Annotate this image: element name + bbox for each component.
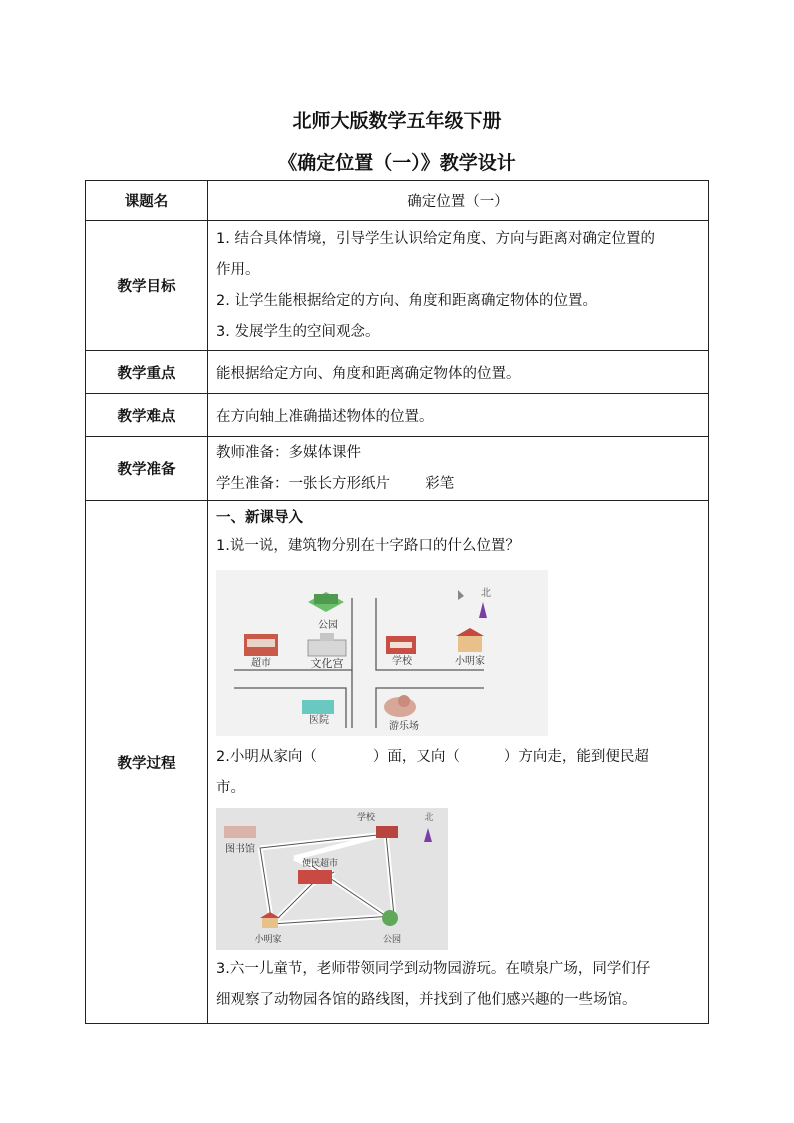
culture-palace-building-icon — [308, 633, 346, 656]
goal-line: 2. 让学生能根据给定的方向、角度和距离确定物体的位置。 — [216, 292, 597, 309]
prep-student: 学生准备：一张长方形纸片 — [216, 475, 390, 492]
library-building-icon — [224, 826, 256, 838]
question-2: 2.小明从家向（ ）面，又向（ ）方向走，能到便民超 — [216, 749, 649, 765]
map2-north-label: 北 — [424, 813, 434, 823]
north-arrow-2-icon — [424, 828, 432, 842]
label-prep: 教学准备 — [86, 437, 208, 501]
map1-culture-label: 文化宫 — [310, 657, 344, 670]
amusement-park-icon — [384, 695, 416, 717]
row-topic — [86, 181, 709, 221]
doc-subtitle: 《确定位置（一）》教学设计 — [278, 152, 516, 174]
question-3: 3.六一儿童节，老师带领同学到动物园游玩。在喷泉广场，同学们仔 — [216, 961, 651, 977]
row-process — [86, 501, 709, 1024]
label-topic: 课题名 — [86, 181, 208, 221]
goal-line: 3. 发展学生的空间观念。 — [216, 323, 380, 340]
prep-student-extra: 彩笔 — [425, 475, 455, 492]
park2-icon — [382, 910, 398, 926]
label-goals: 教学目标 — [86, 221, 208, 351]
question-1: 1.说一说，建筑物分别在十字路口的什么位置？ — [216, 538, 520, 554]
row-prep — [86, 437, 709, 501]
cursor-icon — [458, 590, 464, 600]
map1-north-label: 北 — [481, 588, 491, 599]
value-key: 能根据给定方向、角度和距离确定物体的位置。 — [208, 351, 709, 394]
question-3-cont: 细观察了动物园各馆的路线图，并找到了他们感兴趣的一些场馆。 — [216, 992, 637, 1008]
crossroad-map — [216, 570, 548, 736]
label-difficult: 教学难点 — [86, 394, 208, 437]
map1-hospital-label: 医院 — [309, 715, 329, 726]
supermarket-building-icon — [244, 634, 278, 656]
question-2-cont: 市。 — [216, 780, 245, 796]
hospital-building-icon — [302, 700, 334, 714]
section-heading: 一、新课导入 — [216, 510, 303, 526]
label-process: 教学过程 — [86, 501, 208, 1024]
row-key — [86, 351, 709, 394]
map2-library-label: 图书馆 — [225, 844, 255, 855]
value-topic: 确定位置（一） — [208, 181, 709, 221]
map1-school-label: 学校 — [392, 656, 412, 667]
map1-home-label: 小明家 — [455, 656, 485, 667]
map2-home-label: 小明家 — [254, 935, 282, 945]
value-prep — [208, 437, 709, 501]
map2-store-label: 便民超市 — [301, 859, 339, 869]
label-key: 教学重点 — [86, 351, 208, 394]
map2-park-label: 公园 — [382, 935, 402, 945]
map1-park-label: 公园 — [318, 620, 338, 631]
goal-line: 1. 结合具体情境，引导学生认识给定角度、方向与距离对确定位置的 — [216, 230, 655, 247]
map1-amusement-label: 游乐场 — [389, 721, 419, 732]
value-goals — [208, 221, 709, 351]
park-building-icon — [308, 592, 344, 612]
school-building-icon — [386, 636, 416, 654]
home-building-icon — [456, 628, 484, 652]
prep-teacher: 教师准备：多媒体课件 — [216, 444, 361, 461]
store-building-icon — [298, 870, 332, 884]
map2-school-label: 学校 — [356, 813, 376, 823]
home2-building-icon — [260, 912, 280, 928]
row-goals — [86, 221, 709, 351]
north-arrow-icon — [479, 602, 487, 618]
doc-title: 北师大版数学五年级下册 — [292, 110, 502, 132]
value-difficult: 在方向轴上准确描述物体的位置。 — [208, 394, 709, 437]
value-process — [208, 501, 709, 1024]
route-map — [216, 808, 448, 950]
goal-line: 作用。 — [216, 261, 260, 278]
prep-student-line — [216, 469, 702, 500]
school2-building-icon — [376, 826, 398, 838]
map1-supermarket-label: 超市 — [251, 658, 271, 669]
row-difficult — [86, 394, 709, 437]
lesson-plan-table — [85, 180, 709, 1024]
